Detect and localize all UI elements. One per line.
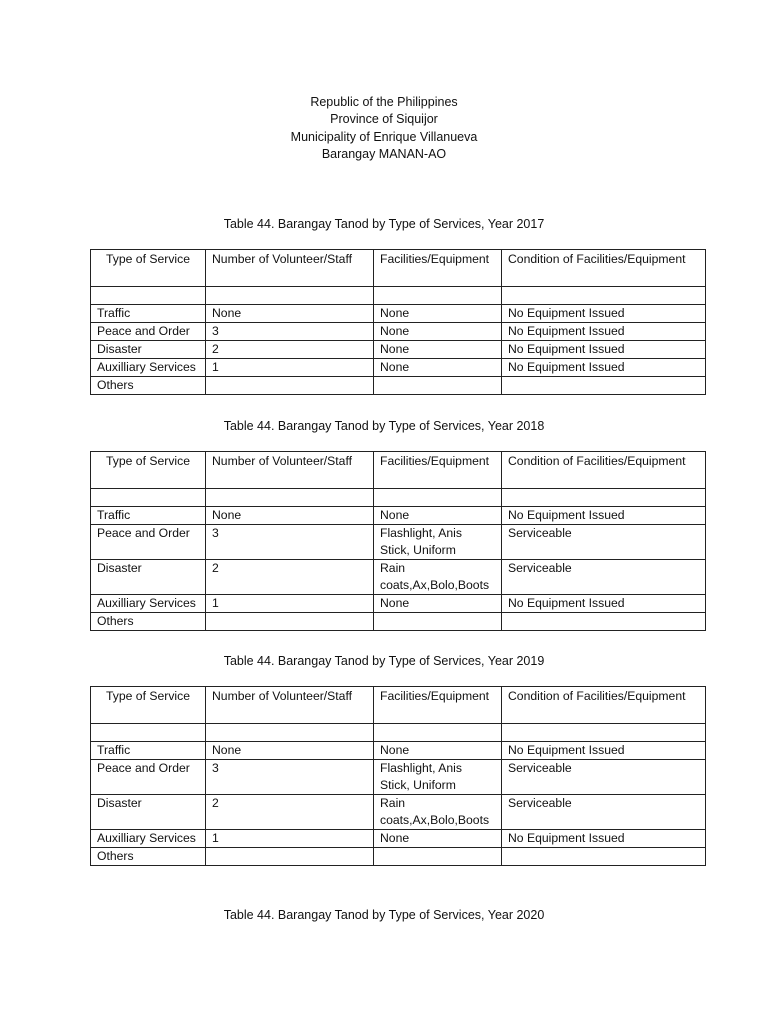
table-cell [206,613,374,631]
column-header: Type of Service [91,250,206,287]
table-cell: Flashlight, Anis Stick, Uniform [374,760,502,795]
table-cell [206,848,374,866]
table-cell: None [206,742,374,760]
table-cell [206,377,374,395]
header-province: Province of Siquijor [330,112,438,127]
table-cell: 3 [206,760,374,795]
table-cell: 2 [206,795,374,830]
table-cell: Disaster [91,560,206,595]
table-cell: Disaster [91,341,206,359]
table-cell [502,848,706,866]
table-cell: Flashlight, Anis Stick, Uniform [374,525,502,560]
table-cell: None [374,323,502,341]
table-cell: No Equipment Issued [502,341,706,359]
column-header: Number of Volunteer/Staff [206,250,374,287]
table-header-row [91,687,706,724]
table-cell: None [374,742,502,760]
table-cell: Peace and Order [91,323,206,341]
table-row [91,595,706,613]
column-header: Number of Volunteer/Staff [206,452,374,489]
table-row [91,305,706,323]
table-cell: Serviceable [502,525,706,560]
table-row [91,830,706,848]
column-header: Facilities/Equipment [374,250,502,287]
table-cell: No Equipment Issued [502,595,706,613]
table-row [91,848,706,866]
table-caption-2017: Table 44. Barangay Tanod by Type of Services, Year 2017 [223,217,545,231]
table-cell: 3 [206,323,374,341]
table-cell [502,613,706,631]
table-cell [502,377,706,395]
blank-row [91,489,706,507]
table-cell: Serviceable [502,795,706,830]
table-cell: Serviceable [502,760,706,795]
table-cell: Serviceable [502,560,706,595]
table-row [91,613,706,631]
table-cell: Traffic [91,507,206,525]
table-cell [374,613,502,631]
table-cell: No Equipment Issued [502,323,706,341]
document-header [0,94,768,164]
table-cell: No Equipment Issued [502,507,706,525]
table-cell: Others [91,613,206,631]
column-header: Condition of Facilities/Equipment [502,452,706,489]
table-cell: None [374,830,502,848]
table-cell: No Equipment Issued [502,742,706,760]
column-header: Facilities/Equipment [374,452,502,489]
table-cell: None [374,341,502,359]
table-row [91,760,706,795]
blank-row [91,724,706,742]
table-row [91,742,706,760]
column-header: Type of Service [91,452,206,489]
table-cell: None [206,305,374,323]
table-row [91,341,706,359]
table-caption-2018: Table 44. Barangay Tanod by Type of Services, Year 2018 [223,419,545,433]
column-header: Condition of Facilities/Equipment [502,250,706,287]
table-cell: None [374,305,502,323]
blank-row [91,287,706,305]
table-cell: Peace and Order [91,760,206,795]
table-cell: Rain coats,Ax,Bolo,Boots [374,560,502,595]
table-row [91,507,706,525]
table-header-row [91,250,706,287]
table-row [91,377,706,395]
table-cell: Rain coats,Ax,Bolo,Boots [374,795,502,830]
table-cell [374,848,502,866]
table-cell: Auxilliary Services [91,830,206,848]
table-caption-2020: Table 44. Barangay Tanod by Type of Services, Year 2020 [223,908,545,922]
column-header: Condition of Facilities/Equipment [502,687,706,724]
table-cell: Auxilliary Services [91,359,206,377]
column-header: Number of Volunteer/Staff [206,687,374,724]
table-header-row [91,452,706,489]
header-barangay: Barangay MANAN-AO [321,147,447,162]
table-cell: 1 [206,359,374,377]
table-row [91,359,706,377]
header-republic: Republic of the Philippines [310,95,458,109]
table-cell: 1 [206,595,374,613]
table-cell: None [374,359,502,377]
table-row [91,560,706,595]
table-cell: Others [91,848,206,866]
header-municipality: Municipality of Enrique Villanueva [290,129,478,144]
table-row [91,323,706,341]
tanod-table-2019 [90,686,706,866]
table-cell: Traffic [91,305,206,323]
table-row [91,525,706,560]
column-header: Type of Service [91,687,206,724]
table-row [91,795,706,830]
table-cell: No Equipment Issued [502,305,706,323]
table-cell: Traffic [91,742,206,760]
table-cell: None [374,595,502,613]
table-cell: No Equipment Issued [502,359,706,377]
table-cell: None [206,507,374,525]
tanod-table-2017 [90,249,706,395]
table-cell: Others [91,377,206,395]
table-cell: 1 [206,830,374,848]
table-cell: No Equipment Issued [502,830,706,848]
table-cell: Disaster [91,795,206,830]
table-cell: 2 [206,341,374,359]
column-header: Facilities/Equipment [374,687,502,724]
table-cell: Auxilliary Services [91,595,206,613]
table-cell: 2 [206,560,374,595]
table-cell: Peace and Order [91,525,206,560]
table-caption-2019: Table 44. Barangay Tanod by Type of Services, Year 2019 [223,654,545,668]
table-cell: 3 [206,525,374,560]
tanod-table-2018 [90,451,706,631]
table-cell: None [374,507,502,525]
table-cell [374,377,502,395]
